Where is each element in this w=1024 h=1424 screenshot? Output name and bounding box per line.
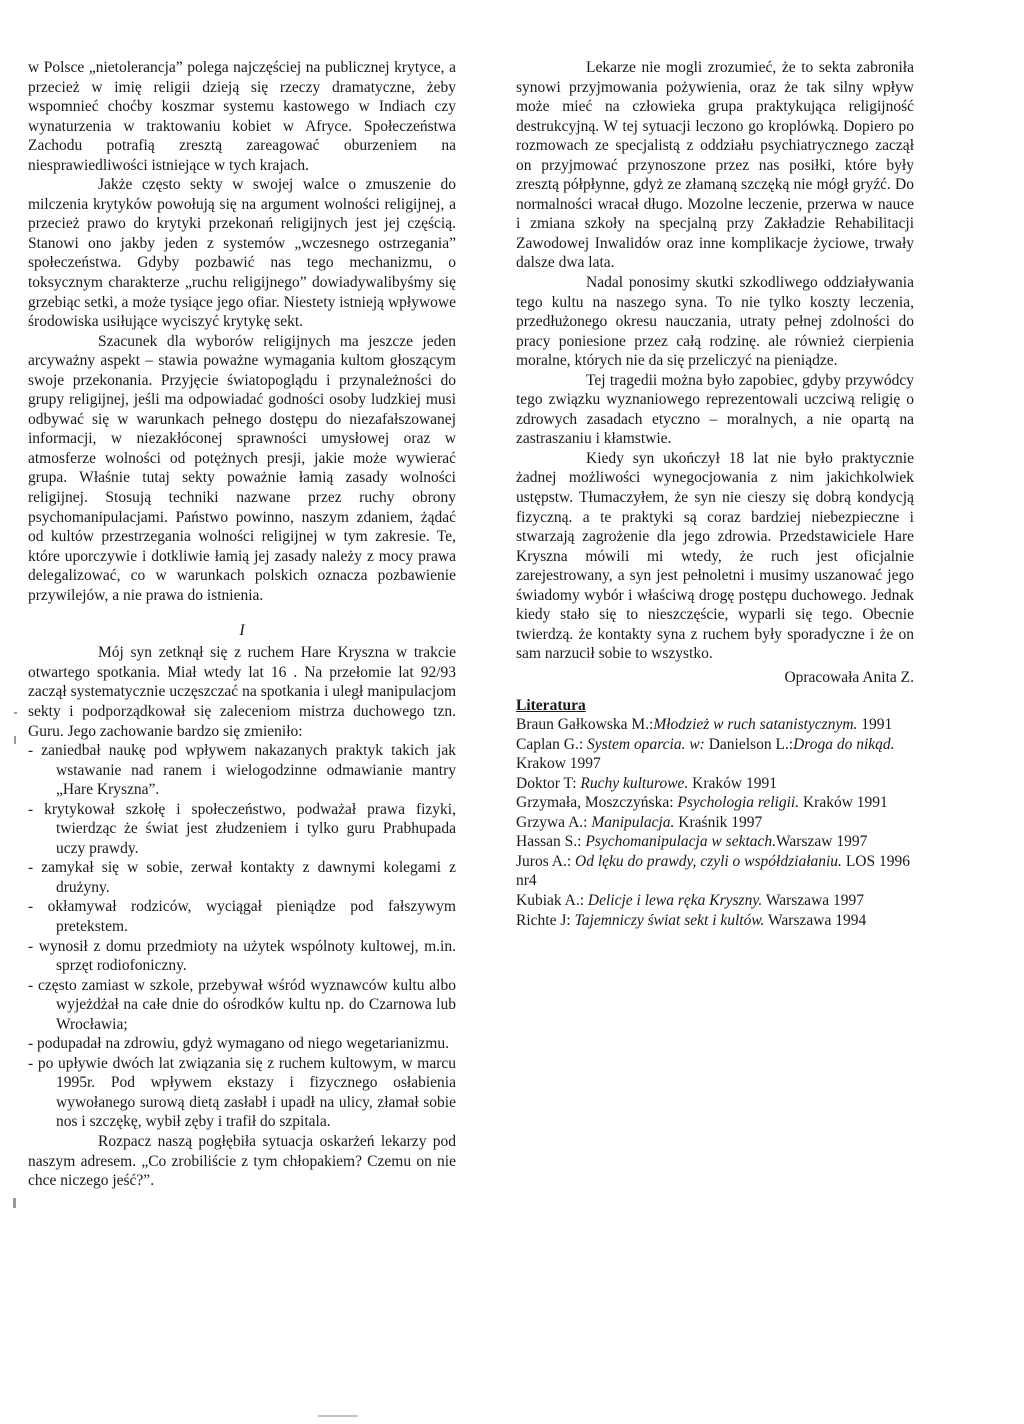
- left-column: [28, 58, 456, 1191]
- reference-details: Danielson L.:: [704, 735, 794, 753]
- reference-list: [516, 715, 914, 930]
- reference-author: Kubiak A.:: [516, 891, 588, 909]
- reference-author: Grzywa A.:: [516, 813, 592, 831]
- reference-item: [516, 813, 914, 833]
- reference-title: Tajemniczy świat sekt i kultów.: [574, 911, 765, 929]
- paragraph: Lekarze nie mogli zrozumieć, że to sekta zabroniła synowi przyjmowania pożywienia, oraz że tak silny wpływ może mieć na człowieka grupa praktykująca religijność destrukcyjną. W tej sytuacji leczono go kroplówką. Dopiero po rozmowach ze specjalistą z oddziału psychiatrycznego zaczął on przyjmować przynoszone przez nas posiłki, które były zresztą półpłynne, gdyż ze złamaną szczęką nie mógł gryźć. Do normalności wracał długo. Mozolne leczenie, przerwa w nauce i zmiana szkoły na specjalną przy Zakładzie Rehabilitacji Zawodowej Inwalidów oraz inne komplikacje życiowe, trwały dalsze dwa lata.: [516, 59, 914, 272]
- reference-details: Kraków 1991: [688, 774, 777, 792]
- reference-details: Krakow 1997: [516, 755, 601, 773]
- paragraph: Kiedy syn ukończył 18 lat nie było praktycznie żadnej możliwości wynegocjowania z nim jakichkolwiek ustępstw. Tłumaczyłem, że syn nie cieszy się dobrą kondycją fizyczną. a te praktyki są coraz bardziej niebezpieczne i stwarzają zagrożenie dla jego zdrowia. Przedstawiciele Hare Kryszna mówili mi wtedy, że ruch jest oficjalnie zarejestrowany, a syn jest pełnoletni i musimy uszanować jego świadomy wybór i właściwą drogę postępu duchowego. Jednak kiedy stało się to nieszczęście, wyparli się tego. Obecnie twierdzą. że kontakty syna z ruchem były sporadyczne i że on sam narzucił sobie to wszystko.: [516, 449, 914, 663]
- list-item: - wynosił z domu przedmioty na użytek wspólnoty kultowej, m.in. sprzęt rodiofoniczny.: [28, 937, 456, 975]
- paragraph: w Polsce „nietolerancja” polega najczęściej na publicznej krytyce, a przecież w imię religii dzieją się rzeczy dramatyczne, żeby wspomnieć choćby koszmar systemu kastowego w Indiach czy wynaturzenia w traktowaniu kobiet w Afryce. Społeczeństwa Zachodu potrafią zresztą zareagować oburzeniem na niesprawiedliwości istniejące w tych krajach.: [28, 59, 456, 174]
- reference-title: Młodzież w ruch satanistycznym.: [653, 716, 858, 734]
- reference-title: Psychomanipulacja w sektach.: [585, 833, 777, 851]
- list-item: - podupadał na zdrowiu, gdyż wymagano od niego wegetarianizmu.: [28, 1035, 449, 1053]
- reference-author: Grzymała, Moszczyńska:: [516, 794, 678, 812]
- paragraph: Tej tragedii można było zapobiec, gdyby przywódcy tego związku wyznaniowego reprezentowali uczciwą religię o zdrowych zasadach etyczno – moralnych, a nie opartą na zastraszaniu i kłamstwie.: [516, 371, 914, 448]
- reference-title: Manipulacja.: [591, 813, 675, 831]
- paragraph: Rozpacz naszą pogłębiła sytuacja oskarżeń lekarzy pod naszym adresem. „Co zrobiliście z tym chłopakiem? Czemu on nie chce niczego jeść?”.: [28, 1132, 456, 1190]
- scan-artifact: [14, 712, 17, 714]
- list-item: - zamykał się w sobie, zerwał kontakty z dawnymi kolegami z drużyny.: [28, 859, 456, 896]
- reference-title: System oparcia. w:: [587, 735, 705, 753]
- author-signature: Opracowała Anita Z.: [784, 668, 914, 686]
- reference-details: Warszawa 1994: [764, 911, 867, 929]
- reference-author: Braun Gałkowska M.:: [516, 716, 654, 734]
- reference-item: [516, 735, 914, 774]
- reference-author: Doktor T:: [516, 774, 581, 792]
- scan-artifact: [318, 1415, 358, 1417]
- reference-details: Warszaw 1997: [776, 833, 868, 851]
- reference-details: Kraków 1991: [799, 794, 888, 812]
- list-item: - po upływie dwóch lat związania się z ruchem kultowym, w marcu 1995r. Pod wpływem ekstazy i fizycznego osłabienia wywołanego surową dietą zasłabł i upadł na ulicy, złamał sobie nos i szczękę, wybił zęby i trafił do szpitala.: [28, 1054, 456, 1131]
- reference-author: Hassan S.:: [516, 833, 586, 851]
- reference-item: [516, 891, 914, 911]
- reference-title: Ruchy kulturowe.: [580, 774, 689, 792]
- list-item: - krytykował szkołę i społeczeństwo, podważał prawa fizyki, twierdząc że świat jest złudzeniem i tylko guru Prabhupada uczy prawdy.: [28, 800, 456, 857]
- reference-item: [516, 852, 914, 891]
- paragraph: Nadal ponosimy skutki szkodliwego oddziaływania tego kultu na naszego syna. To nie tylko koszty leczenia, przedłużonego okresu nauczania, utraty pełnej zdolności do pracy poniesione przez całą rodzinę. ale również cierpienia moralne, których nie da się przeliczyć na pieniądze.: [516, 274, 914, 370]
- reference-item: [516, 774, 914, 794]
- right-column: [516, 58, 914, 930]
- reference-title: Od lęku do prawdy, czyli o współdziałaniu.: [575, 852, 842, 870]
- reference-item: [516, 911, 914, 931]
- paragraph: Mój syn zetknął się z ruchem Hare Kryszna w trakcie otwartego spotkania. Miał wtedy lat 16 . Na przełomie lat 92/93 zaczął systematycznie uczęszczać na spotkania i uległ manipulacjom sekty i podporządkował się zaleceniom mistrza duchowego tzn. Guru. Jego zachowanie bardzo się zmieniło:: [28, 644, 456, 740]
- paragraph: Jakże często sekty w swojej walce o zmuszenie do milczenia krytyków powołują się na argument wolności religijnej, a przecież prawo do krytyki przekonań religijnych jest jej częścią. Stanowi ono jakby jeden z systemów „wczesnego ostrzegania” społeczeństwa. Gdyby pozbawić nas tego mechanizmu, o toksycznym charakterze „ruchu religijnego” dowiadywalibyśmy się grzebiąc setki, a może tysiące jego ofiar. Niestety istnieją wpływowe środowiska usiłujące wyciszyć krytykę sekt.: [28, 176, 456, 331]
- behavior-list: [28, 741, 456, 1132]
- reference-details: 1991: [857, 716, 893, 734]
- list-item: - zaniedbał naukę pod wpływem nakazanych praktyk takich jak wstawanie nad ranem i wielogodzinne odmawianie mantry „Hare Kryszna”.: [28, 742, 456, 799]
- reference-author: Richte J:: [516, 911, 575, 929]
- scan-artifact: [13, 1198, 16, 1208]
- reference-item: [516, 715, 914, 735]
- reference-title: Delicje i lewa ręka Kryszny.: [587, 891, 763, 909]
- literature-heading: Literatura: [516, 696, 586, 714]
- list-item: - okłamywał rodziców, wyciągał pieniądze pod fałszywym pretekstem.: [28, 898, 456, 935]
- reference-author: Caplan G.:: [516, 735, 588, 753]
- reference-title: Droga do nikąd.: [793, 735, 895, 753]
- reference-item: [516, 793, 914, 813]
- reference-details: Warszawa 1997: [762, 891, 865, 909]
- reference-item: [516, 832, 914, 852]
- list-item: - często zamiast w szkole, przebywał wśród wyznawców kultu albo wyjeżdżał na całe dnie do ośrodków kultu np. do Czarnowa lub Wrocławia;: [28, 976, 456, 1033]
- reference-title: Psychologia religii.: [677, 794, 800, 812]
- paragraph: Szacunek dla wyborów religijnych ma jeszcze jeden arcyważny aspekt – stawia poważne wymagania kultom głoszącym swoje przekonania. Przyjęcie światopoglądu i przynależności do grupy religijnej, jeśli ma odpowiadać godności osoby ludzkiej musi odbywać się w warunkach pełnego dostępu do niezafałszowanej informacji, w niezakłóconej sprawności umysłowej oraz w atmosferze wolności od potężnych presji, jakie może wywierać grupa. Właśnie tutaj sekty poważnie łamią zasady wolności religijnej. Stosują techniki nazwane przez ruchy obrony psychomanipulacjami. Państwo powinno, naszym zdaniem, żądać od kultów przestrzegania wolności religijnej w tym zakresie. Te, które uporczywie i dotkliwie łamią jej zasady należy z mocy prawa delegalizować, co w warunkach polskich oznacza pozbawienie przywilejów, a nie prawa do istnienia.: [28, 332, 456, 604]
- scan-artifact: [14, 736, 16, 744]
- section-marker: I: [239, 622, 245, 640]
- reference-details: LOS 1996 nr4: [516, 852, 910, 890]
- reference-details: Kraśnik 1997: [674, 813, 763, 831]
- reference-author: Juros A.:: [516, 852, 575, 870]
